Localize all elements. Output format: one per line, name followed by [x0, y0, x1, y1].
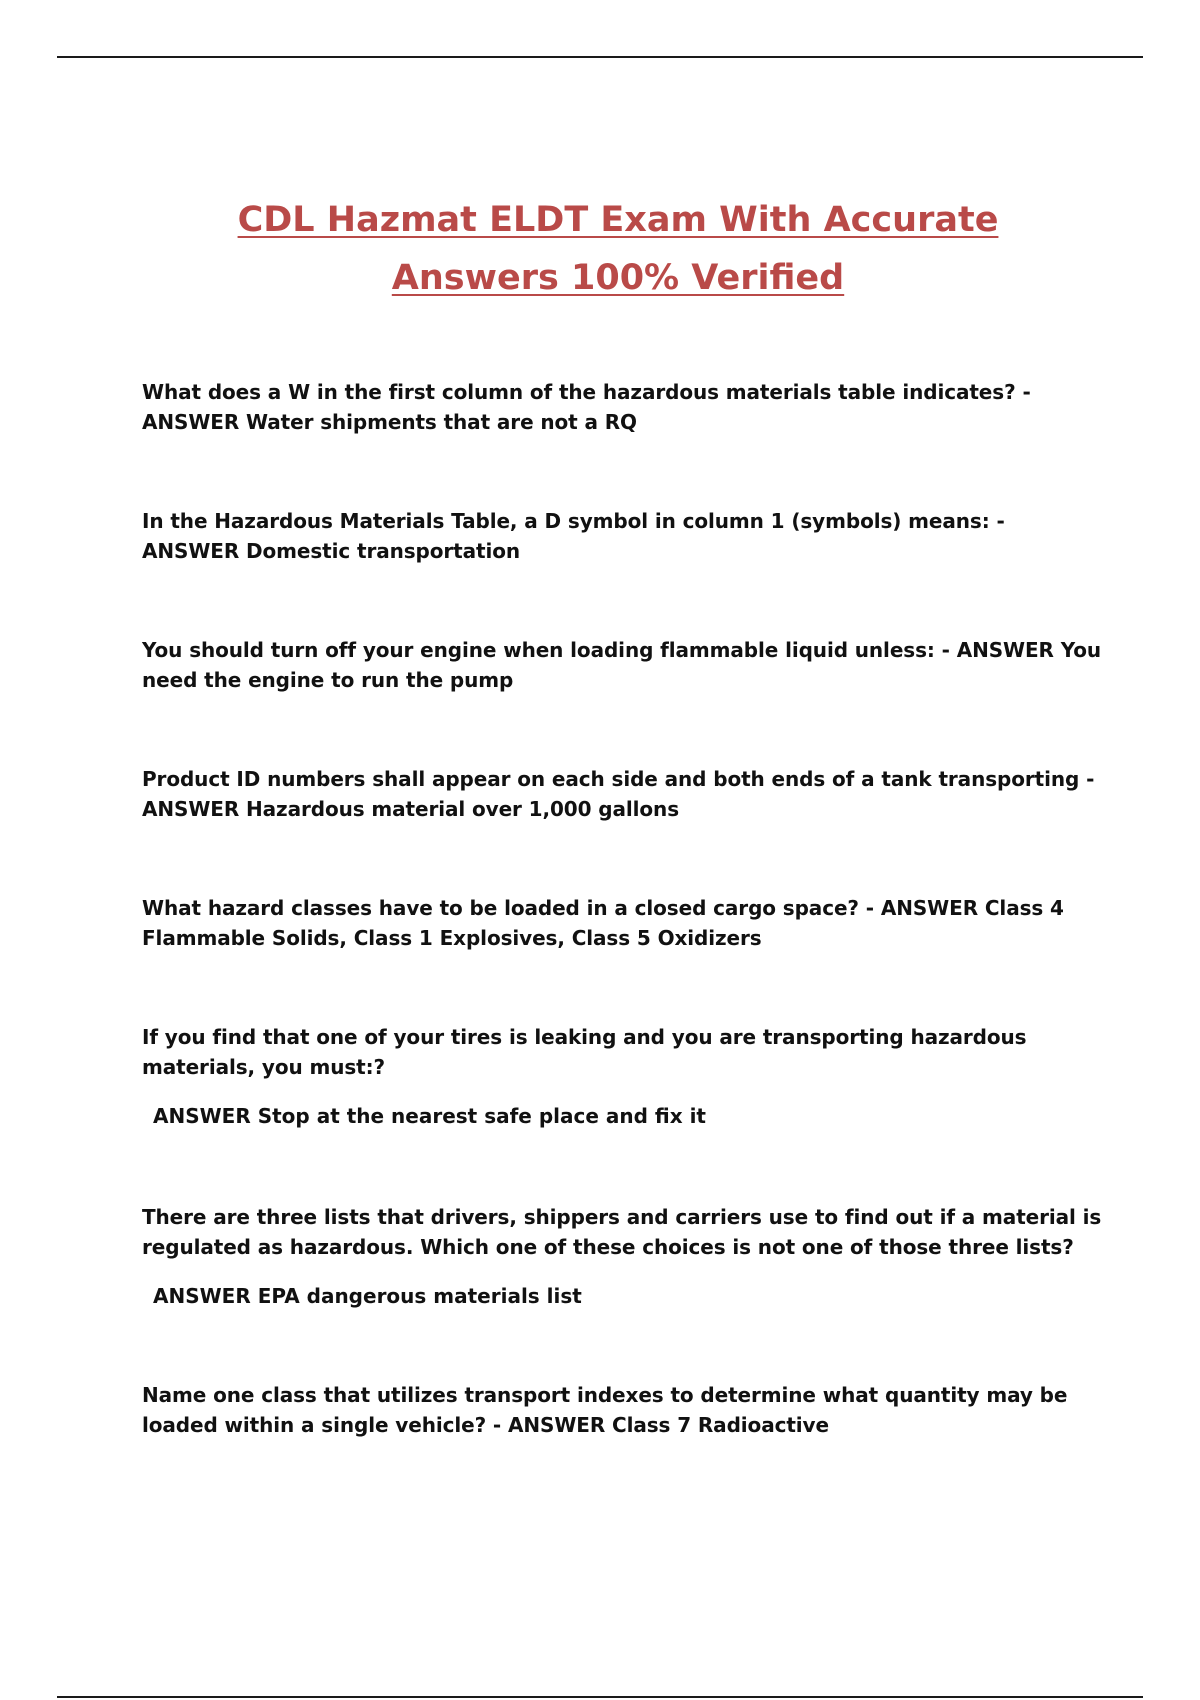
- qa-item-7-question: There are three lists that drivers, shippers and carriers use to find out if a material is regulated as hazardous. Which one of these choices is not one of those three lists?: [142, 1205, 1102, 1259]
- qa-item-8: Name one class that utilizes transport indexes to determine what quantity may be loaded within a single vehicle? - ANSWER Class 7 Radioactive: [142, 1383, 1068, 1437]
- qa-item-2: In the Hazardous Materials Table, a D symbol in column 1 (symbols) means: - ANSWER Domestic transportation: [142, 509, 1005, 563]
- document-title-line-1: [0, 191, 1200, 249]
- qa-item-7-answer: ANSWER EPA dangerous materials list: [153, 1284, 582, 1308]
- qa-item-1: What does a W in the first column of the hazardous materials table indicates? - ANSWER Water shipments that are not a RQ: [142, 380, 1031, 434]
- document-title-line-2: [0, 249, 1200, 307]
- qa-item-6-question: If you find that one of your tires is leaking and you are transporting hazardous materials, you must:?: [142, 1025, 1027, 1079]
- qa-item-5: What hazard classes have to be loaded in a closed cargo space? - ANSWER Class 4 Flammable Solids, Class 1 Explosives, Class 5 Oxidizers: [142, 896, 1064, 950]
- bottom-rule: [57, 1696, 1143, 1698]
- title-text-2: Answers 100% Verified: [391, 258, 845, 298]
- qa-item-3: You should turn off your engine when loading flammable liquid unless: - ANSWER You need the engine to run the pump: [142, 638, 1102, 692]
- qa-item-4: Product ID numbers shall appear on each side and both ends of a tank transporting - ANSWER Hazardous material over 1,000 gallons: [142, 767, 1095, 821]
- top-rule: [57, 56, 1143, 58]
- title-text-1: CDL Hazmat ELDT Exam With Accurate: [237, 200, 999, 240]
- qa-item-6-answer: ANSWER Stop at the nearest safe place and fix it: [153, 1104, 706, 1128]
